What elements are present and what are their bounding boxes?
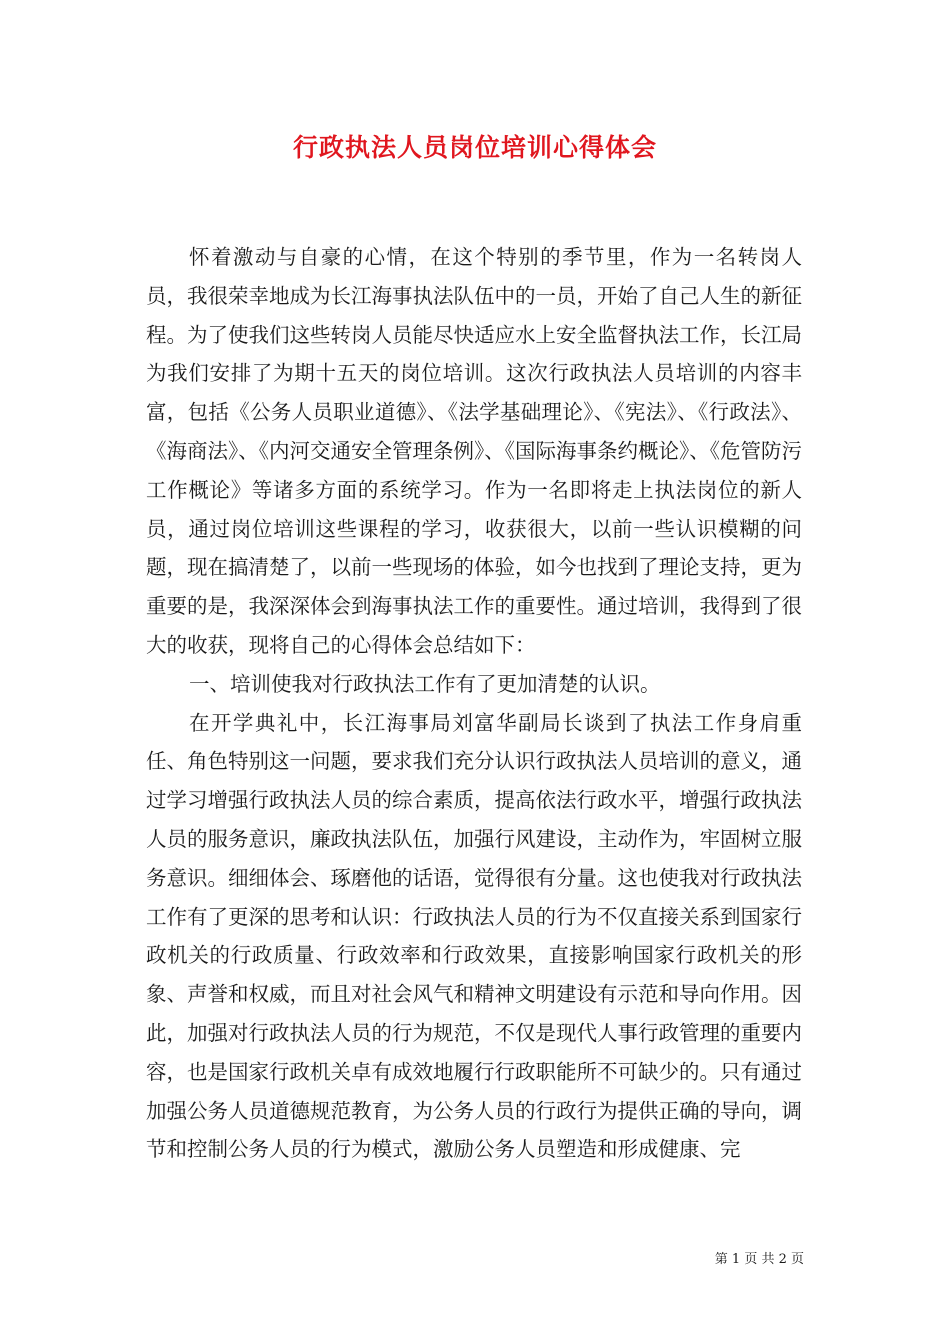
- document-title: 行政执法人员岗位培训心得体会: [292, 133, 657, 162]
- section-heading-1: 一、培训使我对行政执法工作有了更加清楚的认识。: [189, 671, 661, 696]
- paragraph-intro: 怀着激动与自豪的心情，在这个特别的季节里，作为一名转岗人员，我很荣幸地成为长江海事执法队伍中的一员，开始了自己人生的新征程。为了使我们这些转岗人员能尽快适应水上安全监督执法工作，长江局为我们安排了为期十五天的岗位培训。这次行政执法人员培训的内容丰富，包括《公务人员职业道德》、《法学基础理论》、《宪法》、《行政法》、《海商法》、《内河交通安全管理条例》、《国际海事条约概论》、《危管防污工作概论》等诸多方面的系统学习。作为一名即将走上执法岗位的新人员，通过岗位培训这些课程的学习，收获很大，以前一些认识模糊的问题，现在搞清楚了，以前一些现场的体验，如今也找到了理论支持，更为重要的是，我深深体会到海事执法工作的重要性。通过培训，我得到了很大的收获，现将自己的心得体会总结如下：: [146, 245, 802, 657]
- paragraph-section-1: 在开学典礼中，长江海事局刘富华副局长谈到了执法工作身肩重任、角色特别这一问题，要求我们充分认识行政执法人员培训的意义，通过学习增强行政执法人员的综合素质，提高依法行政水平，增强行政执法人员的服务意识，廉政执法队伍，加强行风建设，主动作为，牢固树立服务意识。细细体会、琢磨他的话语，觉得很有分量。这也使我对行政执法工作有了更深的思考和认识：行政执法人员的行为不仅直接关系到国家行政机关的行政质量、行政效率和行政效果，直接影响国家行政机关的形象、声誉和权威，而且对社会风气和精神文明建设有示范和导向作用。因此，加强对行政执法人员的行为规范，不仅是现代人事行政管理的重要内容，也是国家行政机关卓有成效地履行行政职能所不可缺少的。只有通过加强公务人员道德规范教育，为公务人员的行政行为提供正确的导向，调节和控制公务人员的行为模式，激励公务人员塑造和形成健康、完: [146, 710, 802, 1162]
- document-body: [146, 238, 802, 1169]
- page-number-footer: 第 1 页 共 2 页: [714, 1252, 804, 1267]
